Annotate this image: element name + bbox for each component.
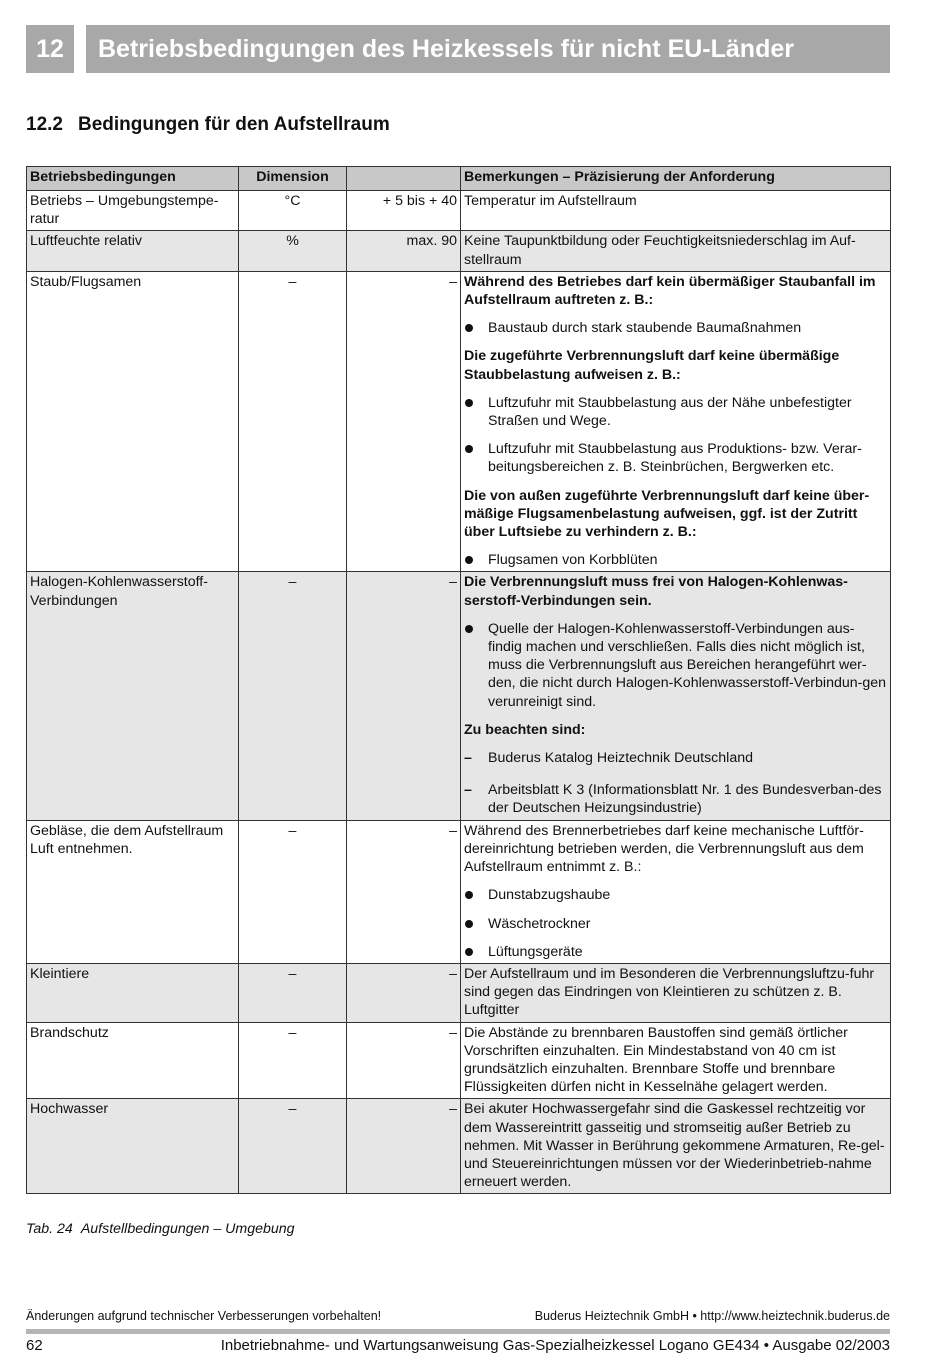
remark-heading: Die Verbrennungsluft muss frei von Halogen-Kohlenwas-serstoff-Verbindungen sein.: [464, 574, 848, 609]
condition-cell: Betriebs – Umgebungstempe-ratur: [27, 191, 239, 231]
table-row: [27, 820, 891, 963]
bullet-dot-icon: [465, 556, 473, 564]
bullet-icon: [464, 943, 488, 961]
remarks-cell: [461, 820, 891, 963]
remarks-cell: [461, 572, 891, 820]
condition-cell: Halogen-Kohlenwasserstoff-Verbindungen: [27, 572, 239, 820]
remark-text: Während des Brennerbetriebes darf keine mechanische Luftför-dereinrichtung betrieben werden, die Verbrennungsluft aus dem Aufstellraum entnimmt z. B.:: [464, 822, 864, 876]
section-title: Bedingungen für den Aufstellraum: [78, 114, 390, 135]
dimension-cell: °C: [239, 191, 347, 231]
page-number: 62: [26, 1337, 43, 1354]
list-item-text: Luftzufuhr mit Staubbelastung aus Produktions- bzw. Verar-beitungsbereichen z. B. Steinbrüchen, Bergwerken etc.: [488, 441, 862, 476]
list-item-text: Baustaub durch stark staubende Baumaßnahmen: [488, 320, 802, 337]
footer-disclaimer: Änderungen aufgrund technischer Verbesserungen vorbehalten!: [26, 1309, 382, 1323]
bullet-icon: [464, 886, 488, 904]
remarks-cell: [461, 231, 891, 271]
remark-heading: Während des Betriebes darf kein übermäßiger Staubanfall im Aufstellraum auftreten z. B.:: [464, 273, 876, 309]
condition-cell: Gebläse, die dem Aufstellraum Luft entnehmen.: [27, 820, 239, 963]
header-value: [347, 167, 461, 191]
bullet-dot-icon: [465, 324, 473, 332]
header-dimension: Dimension: [239, 167, 347, 191]
table-caption: [26, 1221, 295, 1237]
list-item-text: Lüftungsgeräte: [488, 943, 583, 960]
bullet-icon: [464, 551, 488, 569]
value-cell: –: [347, 1099, 461, 1194]
footer-document-title: Inbetriebnahme- und Wartungsanweisung Gas-Spezialheizkessel Logano GE434 • Ausgabe 02/2003: [220, 1337, 890, 1354]
list-item-text: Dunstabzugshaube: [488, 887, 611, 904]
bullet-icon: [464, 394, 488, 430]
list-item-text: Wäschetrockner: [488, 915, 591, 932]
caption-label: Tab. 24: [26, 1221, 73, 1237]
dimension-cell: –: [239, 572, 347, 820]
list-item-text: Quelle der Halogen-Kohlenwasserstoff-Verbindungen aus-findig machen und verschließen. Falls dies nicht möglich ist, muss die Verbrennungsluft aus Bereichen herangeführt wer-den, die nicht durch Halogen-Kohlenwasserstoff-Verbindun-gen verunreinigt sind.: [488, 620, 887, 710]
bullet-item: [464, 915, 887, 933]
table-row: [27, 963, 891, 1022]
remark-text: Temperatur im Aufstellraum: [464, 193, 637, 209]
condition-cell: Staub/Flugsamen: [27, 271, 239, 572]
bullet-icon: [464, 915, 488, 933]
list-item-text: Buderus Katalog Heiztechnik Deutschland: [488, 750, 753, 767]
footer-rule: [26, 1329, 890, 1334]
remarks-cell: [461, 1022, 891, 1099]
bullet-dot-icon: [465, 948, 473, 956]
bullet-icon: [464, 319, 488, 337]
value-cell: + 5 bis + 40: [347, 191, 461, 231]
list-item-text: Arbeitsblatt K 3 (Informationsblatt Nr. 1 des Bundesverban-des der Deutschen Heizungsindustrie): [488, 782, 882, 817]
bullet-dot-icon: [465, 920, 473, 928]
table-row: [27, 191, 891, 231]
section-heading: [26, 114, 390, 136]
bullet-item: [464, 886, 887, 904]
dimension-cell: –: [239, 271, 347, 572]
condition-cell: Brandschutz: [27, 1022, 239, 1099]
remark-text: Keine Taupunktbildung oder Feuchtigkeitsniederschlag im Auf-stellraum: [464, 233, 856, 268]
bullet-icon: [464, 620, 488, 711]
table-row: [27, 572, 891, 820]
bullet-item: [464, 551, 887, 569]
bullet-dot-icon: [465, 399, 473, 407]
dash-icon: –: [464, 782, 472, 799]
remark-heading: Zu beachten sind:: [464, 721, 586, 738]
footer-company: Buderus Heiztechnik GmbH • http://www.heiztechnik.buderus.de: [534, 1309, 890, 1323]
remark-text: Die Abstände zu brennbaren Baustoffen sind gemäß örtlicher Vorschriften einzuhalten. Ein Mindestabstand von 40 cm ist grundsätzlich einzuhalten. Brennbare Stoffe und brennbare Flüssigkeiten dürfen nicht in Kesselnähe gelagert werden.: [464, 1024, 848, 1096]
caption-text: Aufstellbedingungen – Umgebung: [80, 1221, 295, 1237]
chapter-header: [26, 25, 890, 73]
conditions-table: [26, 166, 891, 1194]
bullet-item: [464, 620, 887, 711]
dimension-cell: –: [239, 963, 347, 1022]
remark-text: Der Aufstellraum und im Besonderen die Verbrennungsluftzu-fuhr sind gegen das Eindringen von Kleintieren zu schützen z. B. Luftgitter: [464, 965, 875, 1019]
bullet-item: [464, 319, 887, 337]
dimension-cell: –: [239, 1022, 347, 1099]
header-conditions: Betriebsbedingungen: [27, 167, 239, 191]
remarks-cell: [461, 271, 891, 572]
table-header-row: [27, 167, 891, 191]
header-remarks: Bemerkungen – Präzisierung der Anforderung: [461, 167, 891, 191]
value-cell: –: [347, 572, 461, 820]
bullet-item: [464, 440, 887, 476]
value-cell: –: [347, 820, 461, 963]
condition-cell: Hochwasser: [27, 1099, 239, 1194]
table-row: [27, 1022, 891, 1099]
bullet-dot-icon: [465, 891, 473, 899]
value-cell: –: [347, 271, 461, 572]
value-cell: –: [347, 1022, 461, 1099]
condition-cell: Kleintiere: [27, 963, 239, 1022]
table-row: [27, 1099, 891, 1194]
remark-heading: Die von außen zugeführte Verbrennungsluft darf keine über-mäßige Flugsamenbelastung aufweisen, ggf. ist der Zutritt über Luftsiebe zu verhindern z. B.:: [464, 487, 870, 541]
table-row: [27, 231, 891, 271]
dimension-cell: %: [239, 231, 347, 271]
remark-text: Bei akuter Hochwassergefahr sind die Gaskessel rechtzeitig vor dem Wassereintritt gasseitig und stromseitig außer Betrieb zu nehmen. Mit Wasser in Berührung gekommene Armaturen, Re-gel- und Steuereinrichtungen müssen vor der Wiederinbetrieb-nahme erneuert werden.: [464, 1101, 885, 1191]
remarks-cell: [461, 191, 891, 231]
bullet-item: [464, 943, 887, 961]
dash-icon: –: [464, 750, 472, 767]
remark-heading: Die zugeführte Verbrennungsluft darf keine übermäßige Staubbelastung aufweisen z. B.:: [464, 348, 840, 383]
list-item-text: Luftzufuhr mit Staubbelastung aus der Nähe unbefestigter Straßen und Wege.: [488, 394, 852, 430]
section-number: 12.2: [26, 114, 63, 135]
dash-item: [464, 749, 887, 767]
list-item-text: Flugsamen von Korbblüten: [488, 552, 658, 569]
bullet-dot-icon: [465, 625, 473, 633]
bullet-item: [464, 394, 887, 430]
bullet-dot-icon: [465, 445, 473, 453]
bullet-icon: [464, 440, 488, 476]
dash-item: [464, 781, 887, 817]
value-cell: max. 90: [347, 231, 461, 271]
chapter-title: Betriebsbedingungen des Heizkessels für nicht EU-Länder: [86, 25, 890, 73]
remarks-cell: [461, 963, 891, 1022]
chapter-number: 12: [26, 25, 74, 73]
value-cell: –: [347, 963, 461, 1022]
remarks-cell: [461, 1099, 891, 1194]
table-row: [27, 271, 891, 572]
dimension-cell: –: [239, 1099, 347, 1194]
condition-cell: Luftfeuchte relativ: [27, 231, 239, 271]
dimension-cell: –: [239, 820, 347, 963]
